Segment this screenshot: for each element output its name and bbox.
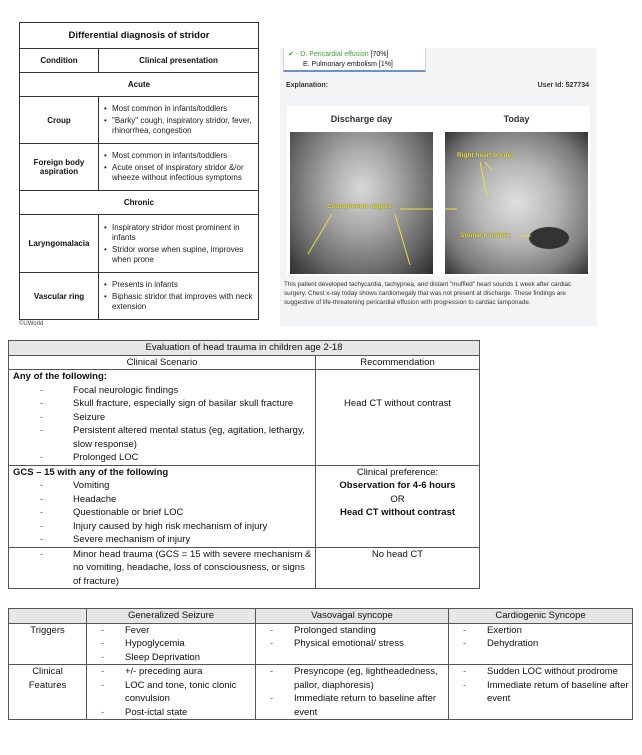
list-item: • Inspiratory stridor most prominent in infants <box>103 223 254 243</box>
row-lead: GCS – 15 with any of the following <box>13 466 169 478</box>
list-item: - Prolonged standing <box>256 624 448 638</box>
arrow-icon <box>290 132 433 274</box>
list-item: • Stridor worse when supine, improves when prone <box>103 245 254 265</box>
list-item: - Seizure <box>13 411 315 425</box>
section-header: Acute <box>20 73 259 97</box>
list-item: - Focal neurologic findings <box>13 384 315 398</box>
head-trauma-table <box>8 340 480 589</box>
annotation-label: Stomach bubble <box>460 232 511 239</box>
condition: Laryngomalacia <box>20 215 99 273</box>
check-icon: ✔ <box>288 51 294 58</box>
list-item: - LOC and tone, tonic clonic convulsion <box>87 679 255 706</box>
recommendation: Head CT without contrast <box>339 507 456 518</box>
table-row <box>9 370 480 466</box>
radio-icon: ◦ <box>295 51 299 58</box>
annotation-label: Costophrenic angles <box>327 203 392 210</box>
list-item: - Vomiting <box>13 479 315 493</box>
column-header <box>9 609 87 624</box>
answer-choice-e[interactable]: E. Pulmonary embolism [1%] <box>303 61 393 68</box>
column-header: Clinical presentation <box>99 49 259 73</box>
answer-choice-d[interactable]: ✔ ◦ D. Pericardial effusion [70%] <box>288 51 389 58</box>
list-item: - Presyncope (eg, lightheadedness, pallor, diaphoresis) <box>256 665 448 692</box>
list-item: - Immediate return to baseline after event <box>256 692 448 719</box>
list-item: - Physical emotional/ stress <box>256 637 448 651</box>
list-item: • Most common in infants/toddlers <box>103 104 254 114</box>
condition: Vascular ring <box>20 273 99 320</box>
xray-figure <box>287 106 590 276</box>
xray-title-right: Today <box>503 114 530 124</box>
table-row <box>9 665 633 720</box>
xray-image-today <box>445 132 588 274</box>
list-item: • Biphasic stridor that improves with neck extension <box>103 292 254 312</box>
xray-title-left: Discharge day <box>330 114 393 124</box>
condition: Foreign body aspiration <box>20 144 99 191</box>
list-item: - Injury caused by high risk mechanism of injury <box>13 520 315 534</box>
row-label: Clinical Features <box>9 665 87 720</box>
recommendation: Observation for 4-6 hours <box>339 480 456 491</box>
column-header: Cardiogenic Syncope <box>449 609 633 624</box>
list-item: - Fever <box>87 624 255 638</box>
list-item: • Presents in infants <box>103 280 254 290</box>
list-item: - Skull fracture, especially sign of basilar skull fracture <box>13 397 315 411</box>
section-header: Chronic <box>20 191 259 215</box>
table-title: Evaluation of head trauma in children age 2-18 <box>9 341 480 356</box>
list-item: • Acute onset of inspiratory stridor &/or wheeze without infectious symptoms <box>103 163 254 183</box>
row-label: Triggers <box>9 623 87 665</box>
answer-choices <box>283 48 426 72</box>
list-item: - Dehydration <box>449 637 632 651</box>
stridor-table <box>19 22 259 320</box>
xray-image-discharge <box>290 132 433 274</box>
list-item: - +/- preceding aura <box>87 665 255 679</box>
column-header: Condition <box>20 49 99 73</box>
explanation-text: This patient developed tachycardia, tachypnea, and distant "muffled" heart sounds 1 week after cardiac surgery. Chest x-ray today shows cardiomegaly that was not present at discharge. These findings are suggestive of life-threatening pericardial effusion with progression to cardiac tamponade. <box>284 281 572 306</box>
list-item: - Exertion <box>449 624 632 638</box>
column-header: Generalized Seizure <box>87 609 256 624</box>
explanation-label: Explanation: <box>286 82 329 89</box>
table-title: Differential diagnosis of stridor <box>20 23 259 49</box>
list-item: - Post-ictal state <box>87 706 255 720</box>
syncope-comparison-table <box>8 608 633 720</box>
table-row <box>9 465 480 547</box>
list-item: - Sudden LOC without prodrome <box>449 665 632 679</box>
table-row <box>9 547 480 589</box>
column-header: Recommendation <box>316 355 480 370</box>
row-lead: Any of the following: <box>13 371 107 382</box>
user-id: User Id: 527734 <box>537 82 589 89</box>
list-item: - Immediate retum of baseline after event <box>449 679 632 706</box>
recommendation: Head CT without contrast <box>343 398 451 409</box>
figure-copyright: ©UWorld <box>290 270 315 276</box>
arrow-icon <box>445 132 588 274</box>
list-item: - Prolonged LOC <box>13 451 315 465</box>
column-header: Clinical Scenario <box>9 355 316 370</box>
list-item: - Persistent altered mental status (eg, agitation, lethargy, slow response) <box>13 424 315 451</box>
annotation-label: Right heart border <box>457 152 514 159</box>
list-item: - Severe mechanism of injury <box>13 533 315 547</box>
list-item: - Sleep Deprivation <box>87 651 255 665</box>
table-row <box>9 623 633 665</box>
list-item: - Headache <box>13 493 315 507</box>
recommendation: No head CT <box>371 548 424 560</box>
list-item: - Questionable or brief LOC <box>13 506 315 520</box>
explanation-panel <box>280 48 597 326</box>
list-item: - Hypoglycemia <box>87 637 255 651</box>
copyright: ©UWorld <box>19 321 44 327</box>
list-item: - Minor head trauma (GCS = 15 with severe mechanism & no vomiting, headache, loss of consciousness, or signs of fracture) <box>13 548 315 589</box>
column-header: Vasovagal syncope <box>256 609 449 624</box>
list-item: • Most common in infants/toddlers <box>103 151 254 161</box>
list-item: • "Barky" cough, inspiratory stridor, fever, rhinorrhea, congestion <box>103 116 254 136</box>
condition: Croup <box>20 97 99 144</box>
recommendation: OR <box>390 493 405 505</box>
recommendation: Clinical preference: <box>356 466 439 478</box>
